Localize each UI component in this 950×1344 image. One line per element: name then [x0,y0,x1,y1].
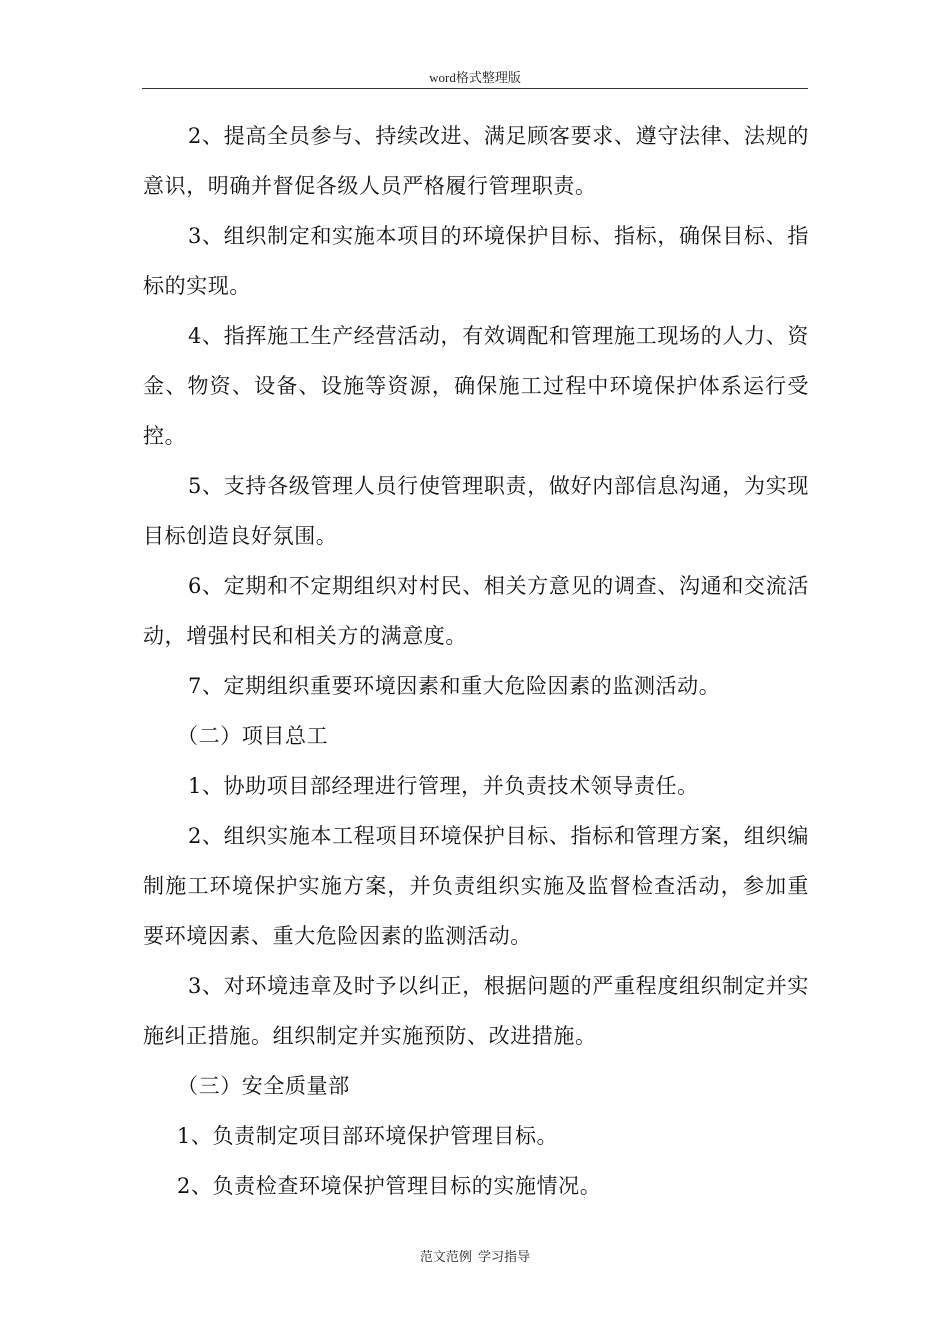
paragraph-item-7-monitoring: 7、定期组织重要环境因素和重大危险因素的监测活动。 [188,674,721,698]
section-heading-chief-engineer: （二）项目总工 [177,724,329,748]
paragraph-item-1-assist: 1、协助项目部经理进行管理，并负责技术领导责任。 [188,774,699,798]
paragraph-item-1-targets: 1、负责制定项目部环境保护管理目标。 [177,1124,559,1148]
paragraph-item-2-awareness: 2、提高全员参与、持续改进、满足顾客要求、遵守法律、法规的意识，明确并督促各级人员严格履行管理职责。 [143,124,809,198]
header-divider [142,88,808,89]
page-header: word格式整理版 [429,70,521,85]
paragraph-item-2-inspection: 2、负责检查环境保护管理目标的实施情况。 [177,1174,602,1198]
document-body [143,111,809,1211]
paragraph-item-2-implement: 2、组织实施本工程项目环境保护目标、指标和管理方案，组织编制施工环境保护实施方案，并负责组织实施及监督检查活动，参加重要环境因素、重大危险因素的监测活动。 [143,824,809,948]
page-footer: 范文范例 学习指导 [419,1250,531,1265]
paragraph-item-4-production: 4、指挥施工生产经营活动，有效调配和管理施工现场的人力、资金、物资、设备、设施等资源，确保施工过程中环境保护体系运行受控。 [143,324,809,448]
paragraph-item-3-correct: 3、对环境违章及时予以纠正，根据问题的严重程度组织制定并实施纠正措施。组织制定并实施预防、改进措施。 [143,974,809,1048]
paragraph-item-6-survey: 6、定期和不定期组织对村民、相关方意见的调查、沟通和交流活动，增强村民和相关方的满意度。 [143,574,809,648]
paragraph-item-3-targets: 3、组织制定和实施本项目的环境保护目标、指标，确保目标、指标的实现。 [143,224,809,298]
section-heading-safety-quality: （三）安全质量部 [177,1074,350,1098]
paragraph-item-5-support: 5、支持各级管理人员行使管理职责，做好内部信息沟通，为实现目标创造良好氛围。 [143,474,809,548]
